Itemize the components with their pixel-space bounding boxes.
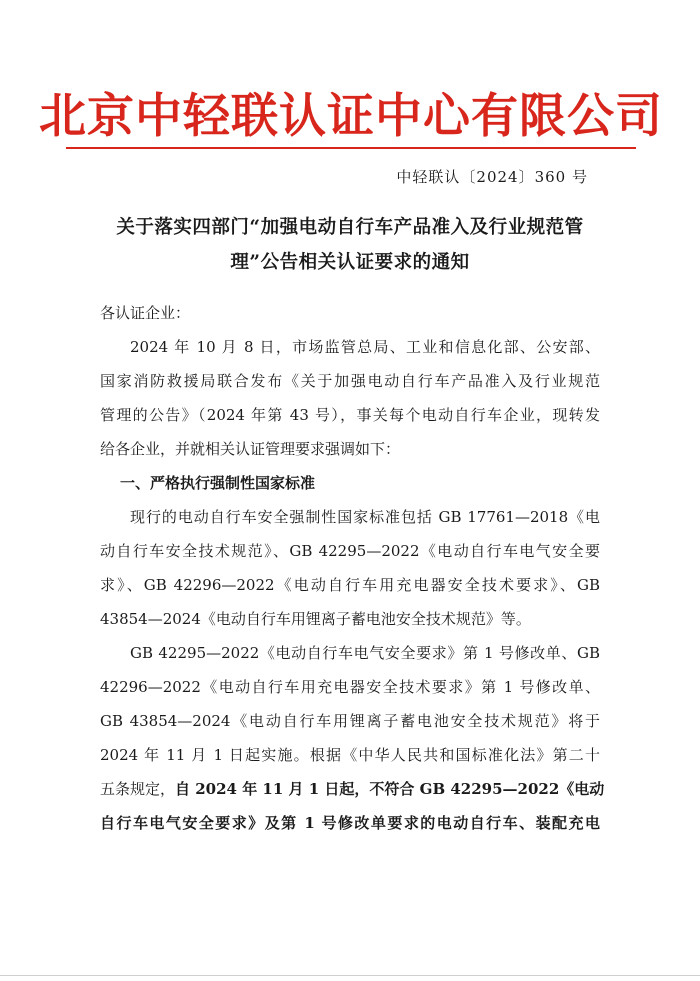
paragraph-line [100,772,605,806]
section-heading-1: 一、严格执行强制性国家标准 [120,474,316,492]
paragraph-3 [100,636,605,840]
organization-name: 北京中轻联认证中心有限公司 [39,88,663,144]
paragraph-2 [100,500,600,636]
paragraph-line: GB 43854—2024《电动自行车用锂离子蓄电池安全技术规范》将于 [100,712,600,730]
paragraph-line: 2024 年 10 月 8 日，市场监管总局、工业和信息化部、公安部、 [130,338,600,356]
title-line-2: 理”公告相关认证要求的通知 [230,252,470,273]
paragraph-line: 42296—2022《电动自行车用充电器安全技术要求》第 1 号修改单、 [100,678,600,696]
document-number: 中轻联认〔2024〕360 号 [396,168,588,186]
paragraph-line: 国家消防救援局联合发布《关于加强电动自行车产品准入及行业规范 [100,372,600,390]
document-title [100,210,600,280]
paragraph-line: 2024 年 11 月 1 日起实施。根据《中华人民共和国标准化法》第二十 [100,746,600,764]
document-body [100,296,605,840]
scan-edge-line [0,975,700,976]
paragraph-1 [100,330,600,466]
title-line-1: 关于落实四部门“加强电动自行车产品准入及行业规范管 [116,217,584,238]
salutation: 各认证企业： [100,304,191,322]
paragraph-line: 动自行车安全技术规范》、GB 42295—2022《电动自行车电气安全要 [100,542,600,560]
emphasized-line: 自行车电气安全要求》及第 1 号修改单要求的电动自行车、装配充电 [100,814,600,832]
emphasized-text: 自 2024 年 11 月 1 日起，不符合 GB 42295—2022《电动 [175,780,605,798]
letterhead [39,80,663,144]
paragraph-line: 现行的电动自行车安全强制性国家标准包括 GB 17761—2018《电 [130,508,600,526]
paragraph-line: 给各企业，并就相关认证管理要求强调如下： [100,440,401,458]
paragraph-line: 43854—2024《电动自行车用锂离子蓄电池安全技术规范》等。 [100,610,531,628]
paragraph-line: GB 42295—2022《电动自行车电气安全要求》第 1 号修改单、GB [130,644,600,662]
letterhead-red-rule [66,147,636,149]
paragraph-line: 管理的公告》（2024 年第 43 号），事关每个电动自行车企业，现转发 [100,406,600,424]
paragraph-line: 求》、GB 42296—2022《电动自行车用充电器安全技术要求》、GB [100,576,600,594]
paragraph-text: 五条规定， [100,780,176,798]
